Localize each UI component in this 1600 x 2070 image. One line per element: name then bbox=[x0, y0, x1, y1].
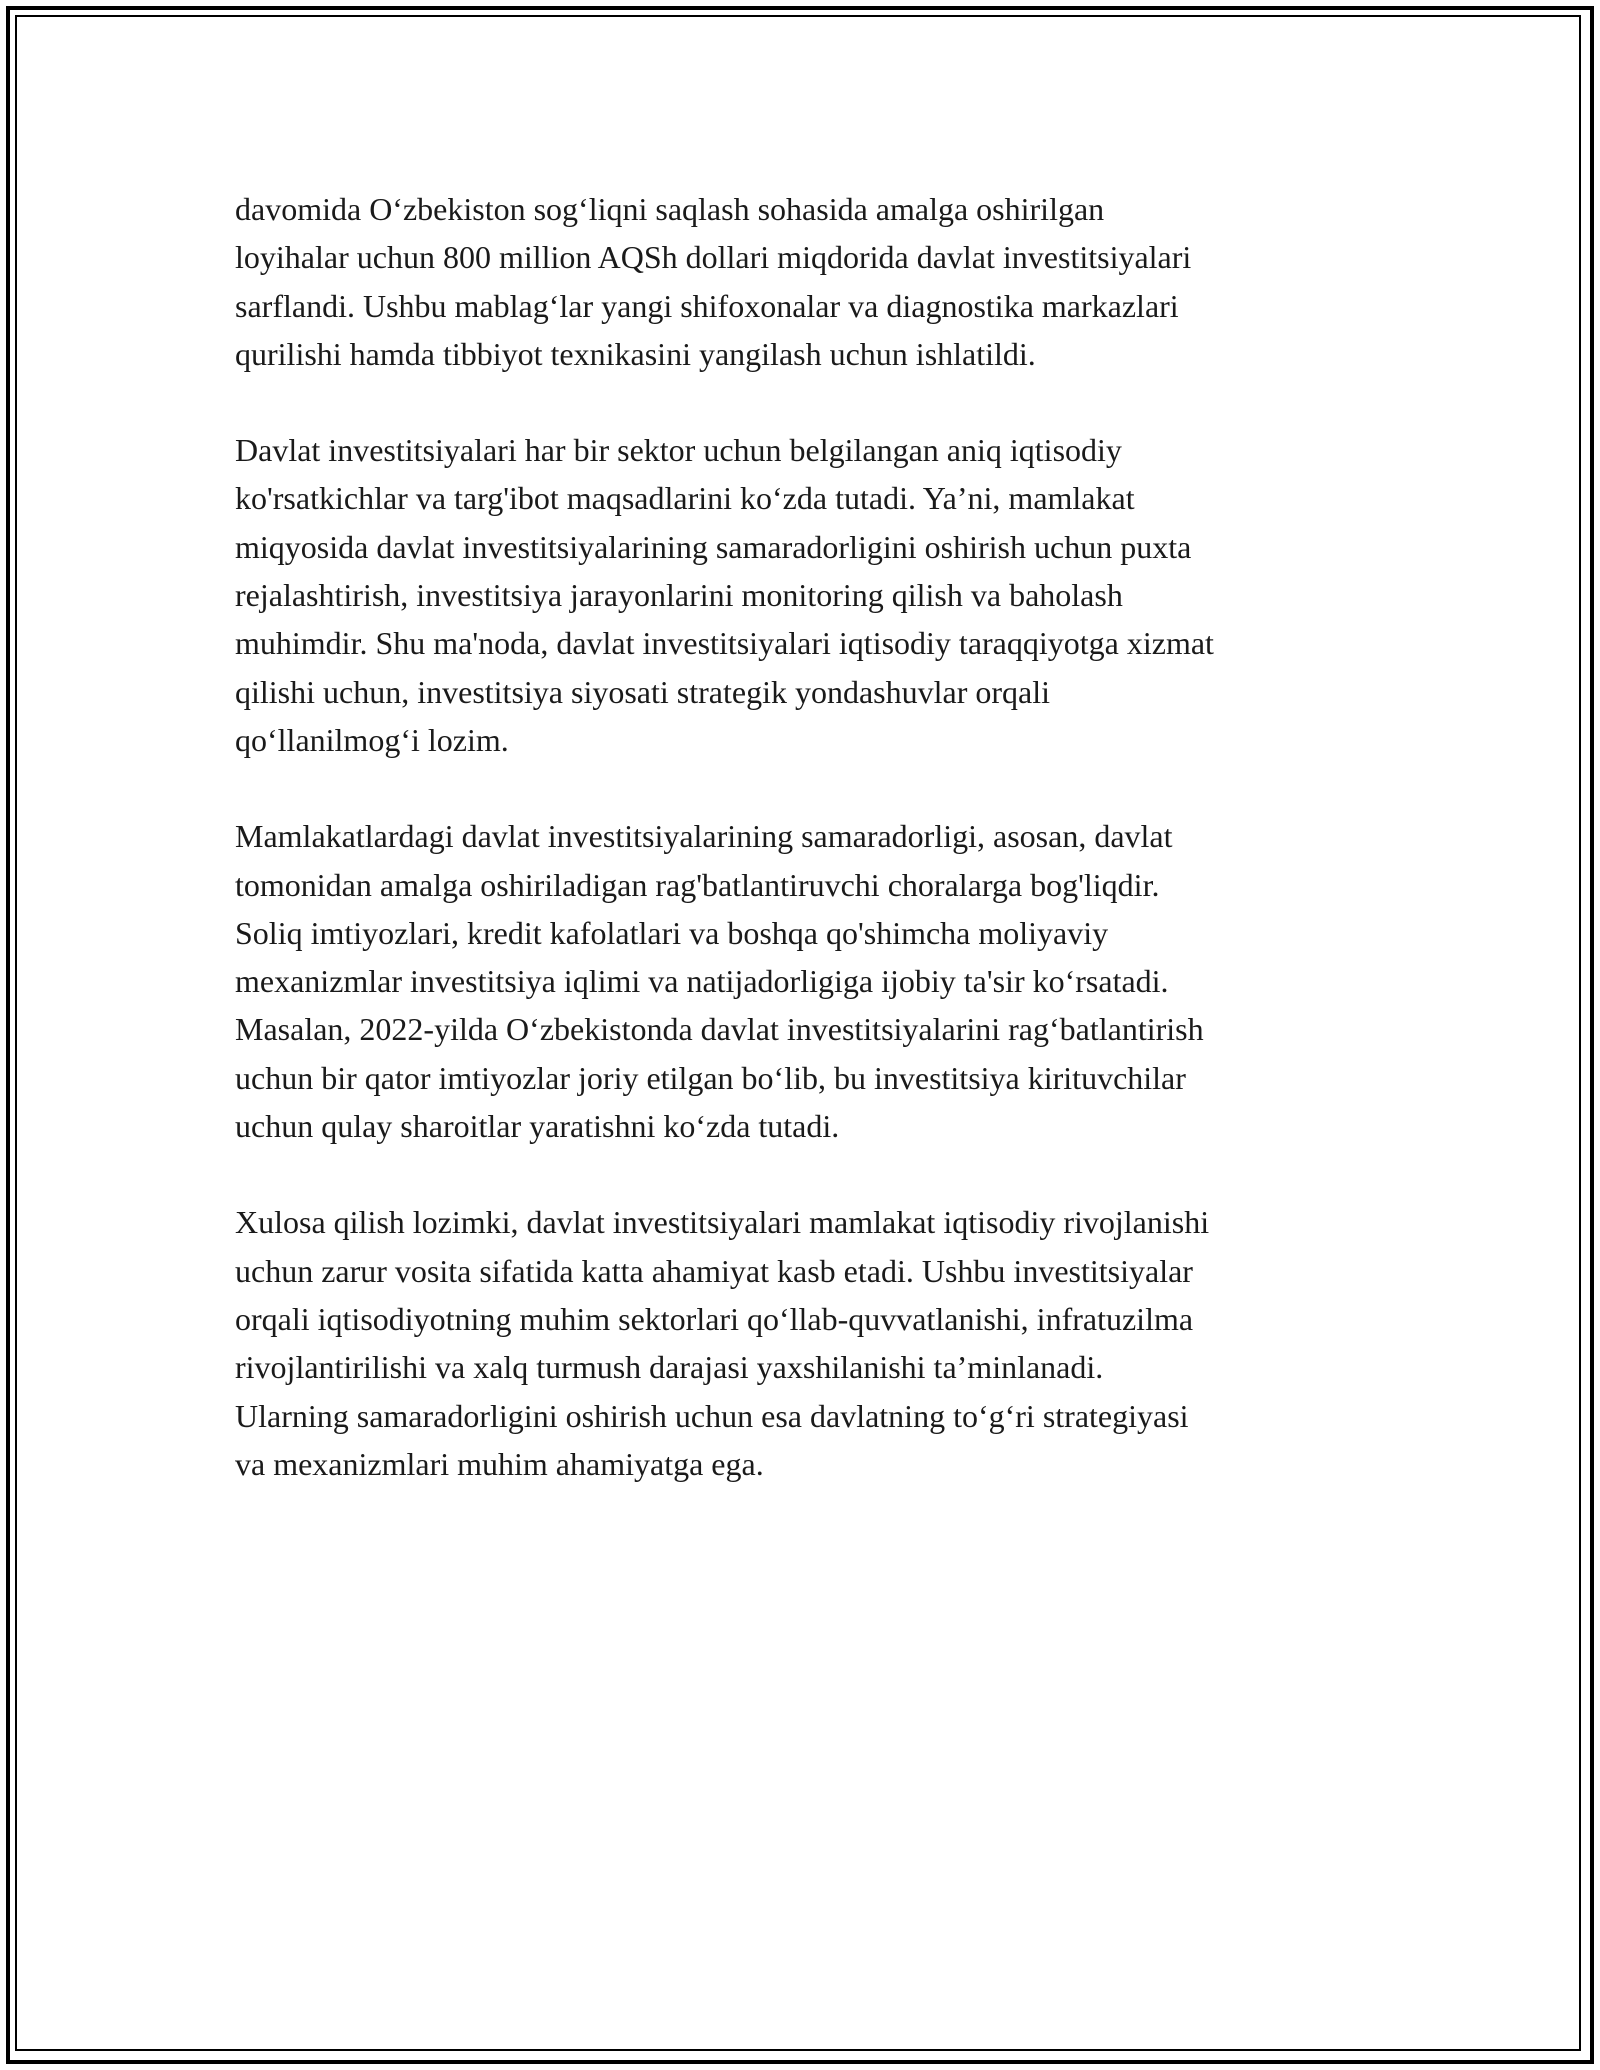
text-line: ko'rsatkichlar va targ'ibot maqsadlarini ko‘zda tutadi. Ya’ni, mamlakat bbox=[235, 480, 1135, 517]
document-body bbox=[235, 185, 1365, 1536]
text-line: muhimdir. Shu ma'noda, davlat investitsiyalari iqtisodiy taraqqiyotga xizmat bbox=[235, 625, 1214, 662]
text-line: rivojlantirilishi va xalq turmush darajasi yaxshilanishi ta’minlanadi. bbox=[235, 1349, 1104, 1386]
text-line: uchun qulay sharoitlar yaratishni ko‘zda tutadi. bbox=[235, 1108, 840, 1145]
text-line: rejalashtirish, investitsiya jarayonlarini monitoring qilish va baholash bbox=[235, 577, 1123, 614]
text-line: qurilishi hamda tibbiyot texnikasini yangilash uchun ishlatildi. bbox=[235, 335, 1036, 372]
paragraph-4 bbox=[235, 1198, 1365, 1488]
paragraph-1 bbox=[235, 185, 1365, 378]
text-line: tomonidan amalga oshiriladigan rag'batlantiruvchi choralarga bog'liqdir. bbox=[235, 866, 1160, 903]
text-line: Soliq imtiyozlari, kredit kafolatlari va boshqa qo'shimcha moliyaviy bbox=[235, 914, 1109, 951]
text-line: qo‘llanilmog‘i lozim. bbox=[235, 721, 509, 758]
text-line: Masalan, 2022-yilda O‘zbekistonda davlat investitsiyalarini rag‘batlantirish bbox=[235, 1011, 1204, 1048]
text-line: qilishi uchun, investitsiya siyosati strategik yondashuvlar orqali bbox=[235, 673, 1050, 710]
text-line: loyihalar uchun 800 million AQSh dollari miqdorida davlat investitsiyalari bbox=[235, 239, 1192, 276]
text-line: orqali iqtisodiyotning muhim sektorlari qo‘llab-quvvatlanishi, infratuzilma bbox=[235, 1300, 1194, 1337]
text-line: Xulosa qilish lozimki, davlat investitsiyalari mamlakat iqtisodiy rivojlanishi bbox=[235, 1204, 1210, 1241]
text-line: mexanizmlar investitsiya iqlimi va natijadorligiga ijobiy ta'sir ko‘rsatadi. bbox=[235, 963, 1169, 1000]
text-line: Davlat investitsiyalari har bir sektor uchun belgilangan aniq iqtisodiy bbox=[235, 432, 1122, 469]
paragraph-2 bbox=[235, 426, 1365, 764]
text-line: uchun bir qator imtiyozlar joriy etilgan bo‘lib, bu investitsiya kirituvchilar bbox=[235, 1059, 1186, 1096]
text-line: uchun zarur vosita sifatida katta ahamiyat kasb etadi. Ushbu investitsiyalar bbox=[235, 1252, 1193, 1289]
paragraph-3 bbox=[235, 812, 1365, 1150]
text-line: Mamlakatlardagi davlat investitsiyalarining samaradorligi, asosan, davlat bbox=[235, 818, 1173, 855]
text-line: davomida O‘zbekiston sog‘liqni saqlash sohasida amalga oshirilgan bbox=[235, 191, 1105, 227]
text-line: Ularning samaradorligini oshirish uchun esa davlatning to‘g‘ri strategiyasi bbox=[235, 1397, 1189, 1434]
text-line: sarflandi. Ushbu mablag‘lar yangi shifoxonalar va diagnostika markazlari bbox=[235, 287, 1179, 324]
text-line: va mexanizmlari muhim ahamiyatga ega. bbox=[235, 1445, 764, 1482]
text-line: miqyosida davlat investitsiyalarining samaradorligini oshirish uchun puxta bbox=[235, 528, 1192, 565]
